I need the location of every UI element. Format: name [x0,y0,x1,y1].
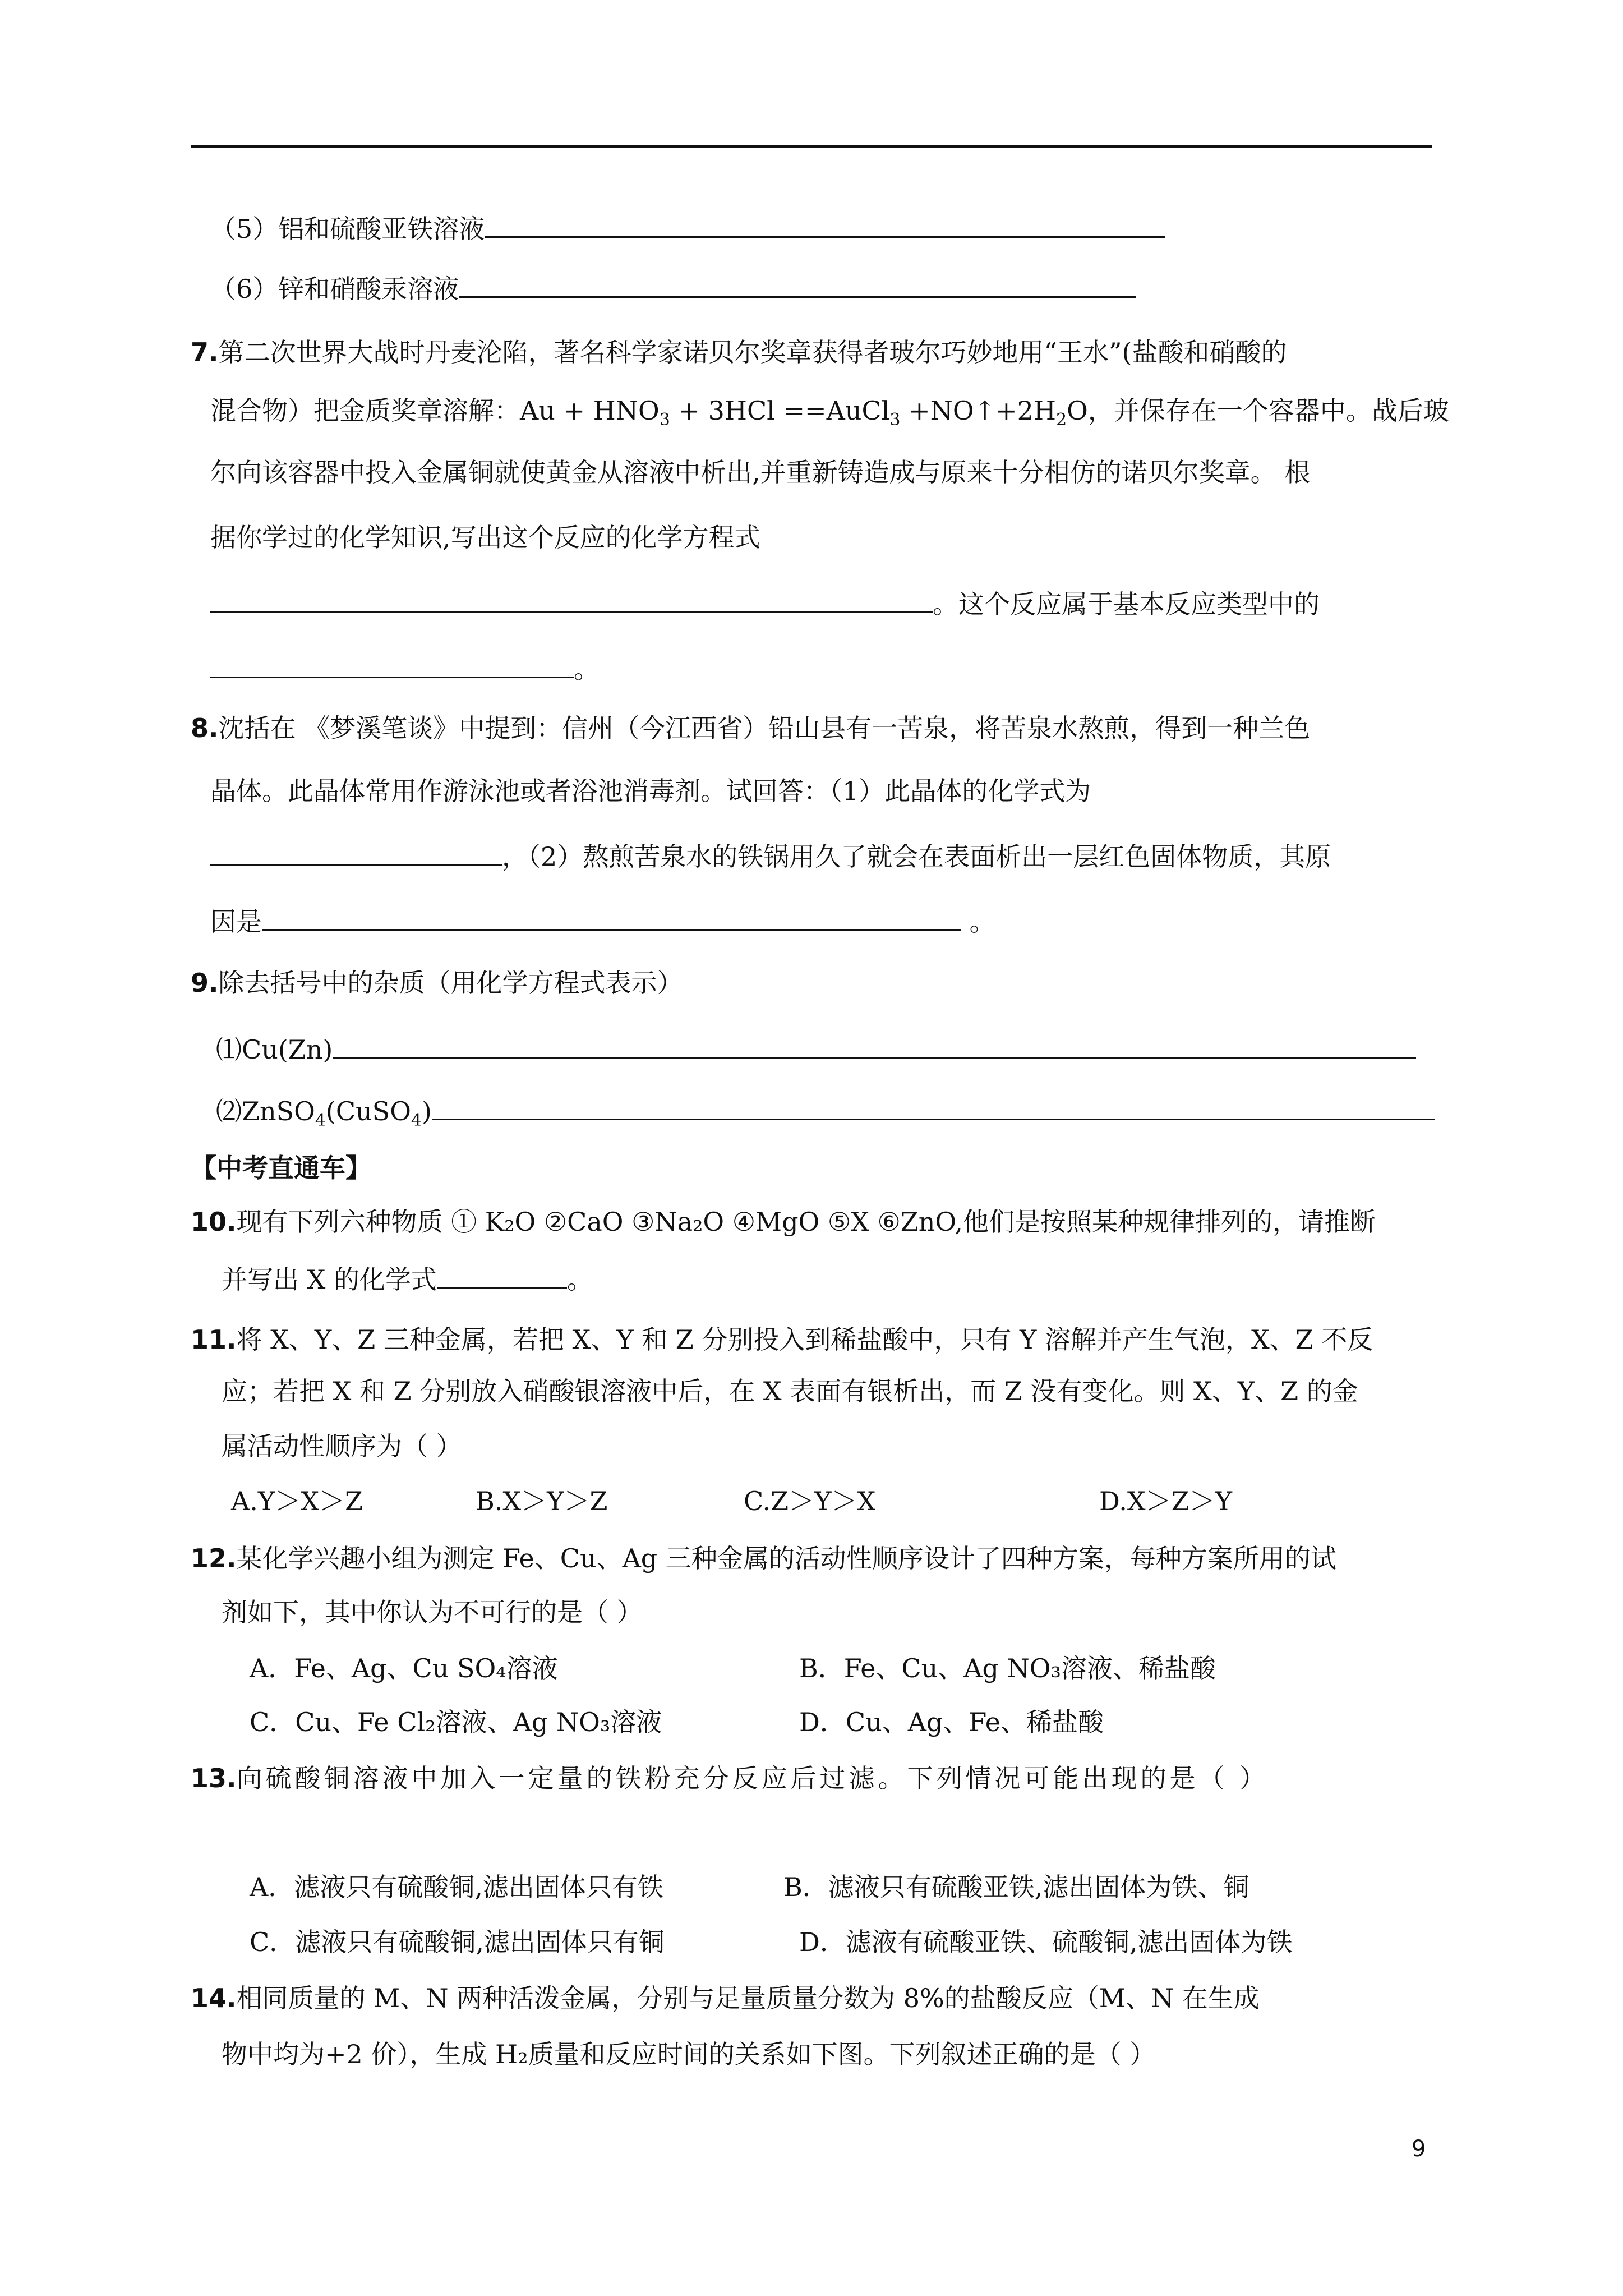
q7-text: O，并保存在一个容器中。战后玻 [1067,395,1449,426]
q10-line-2 [222,1261,593,1296]
q7-text: 。这个反应属于基本反应类型中的 [933,589,1320,619]
question-number: 13. [191,1763,237,1793]
answer-blank [437,1261,567,1289]
q13-option-c[interactable]: C．滤液只有硫酸铜,滤出固体只有铜 [250,1927,665,1957]
q7-text: 。 [574,654,600,684]
q9-line-1 [191,966,683,1000]
q6-item-5-text: （5）铝和硫酸亚铁溶液 [210,214,485,244]
q7-line-1 [191,335,1287,369]
q9-text: 除去括号中的杂质（用化学方程式表示） [218,968,683,998]
q7-line-4 [210,521,760,554]
question-number: 8. [191,713,219,743]
q12-option-d[interactable]: D．Cu、Ag、Fe、稀盐酸 [799,1707,1104,1737]
q8-text: 。 [961,907,995,937]
header-rule [191,145,1432,148]
q13-text: 向硫酸铜溶液中加入一定量的铁粉充分反应后过滤。下列情况可能出现的是（ ） [236,1763,1269,1793]
q11-text: 属活动性顺序为（ ） [222,1431,462,1461]
page-number: 9 [1412,2136,1426,2162]
q7-line-5 [210,586,1320,621]
question-number: 12. [191,1543,237,1573]
q7-text: 混合物）把金质奖章溶解：Au + HNO [210,395,660,426]
q7-line-3 [210,455,1310,489]
q11-option-d[interactable]: D.X＞Z＞Y [1099,1486,1232,1516]
question-number: 7. [191,337,219,367]
q8-line-1 [191,711,1310,745]
answer-blank [333,1031,1416,1059]
question-number: 14. [191,1983,237,2013]
question-number: 9. [191,968,219,998]
q9-item-text: ⑴Cu(Zn) [216,1034,333,1065]
subscript: 2 [1056,410,1067,430]
q9-item-text: ⑵ZnSO [216,1096,315,1126]
q6-item-6 [210,270,1136,306]
answer-blank [210,838,502,866]
q12-text: 某化学兴趣小组为测定 Fe、Cu、Ag 三种金属的活动性顺序设计了四种方案，每种方案所用的试 [236,1543,1336,1573]
subscript: 4 [315,1111,326,1131]
q12-line-1 [191,1542,1336,1575]
question-number: 10. [191,1207,237,1237]
q14-line-2 [222,2037,1155,2071]
q9-item-text: ) [422,1096,432,1126]
q7-line-2 [210,394,1449,437]
q10-text: 。 [567,1264,593,1295]
answer-blank [262,903,961,931]
q7-text: 第二次世界大战时丹麦沦陷，著名科学家诺贝尔奖章获得者玻尔巧妙地用“王水”(盐酸和硝酸的 [218,337,1287,367]
q13-line-1 [191,1761,1269,1795]
q8-line-3 [210,838,1331,873]
q10-text: 现有下列六种物质 ① K₂O ②CaO ③Na₂O ④MgO ⑤X ⑥ZnO,他们是按照某种规律排列的，请推断 [236,1207,1376,1237]
subscript: 3 [659,410,670,430]
q8-line-4 [210,903,995,938]
q11-option-b[interactable]: B.X＞Y＞Z [476,1486,608,1516]
q12-option-a[interactable]: A．Fe、Ag、Cu SO₄溶液 [250,1653,558,1683]
q9-item-1 [216,1031,1416,1066]
q7-text: +NO↑+2H [900,395,1057,426]
q13-option-b[interactable]: B．滤液只有硫酸亚铁,滤出固体为铁、铜 [783,1872,1249,1902]
q11-line-3 [222,1429,462,1463]
q8-text: 晶体。此晶体常用作游泳池或者浴池消毒剂。试回答：（1）此晶体的化学式为 [210,776,1091,806]
subscript: 4 [411,1111,422,1131]
q11-text: 将 X、Y、Z 三种金属，若把 X、Y 和 Z 分别投入到稀盐酸中，只有 Y 溶解并产生气泡，X、Z 不反 [236,1324,1373,1355]
q8-text: ，（2）熬煎苦泉水的铁锅用久了就会在表面析出一层红色固体物质，其原 [502,841,1331,872]
q13-option-a[interactable]: A．滤液只有硫酸铜,滤出固体只有铁 [250,1872,663,1902]
q7-text: 据你学过的化学知识,写出这个反应的化学方程式 [210,522,760,553]
q14-text: 相同质量的 M、N 两种活泼金属，分别与足量质量分数为 8%的盐酸反应（M、N 在生成 [236,1983,1260,2013]
q7-line-6 [210,651,600,686]
q8-text: 因是 [210,907,262,937]
q12-text: 剂如下，其中你认为不可行的是（ ） [222,1597,643,1627]
answer-blank [210,586,933,613]
answer-blank [210,651,574,678]
q6-item-6-text: （6）锌和硝酸汞溶液 [210,274,459,304]
q11-option-c[interactable]: C.Z＞Y＞X [744,1486,876,1516]
q10-line-1 [191,1205,1376,1239]
q12-option-b[interactable]: B．Fe、Cu、Ag NO₃溶液、稀盐酸 [799,1653,1216,1683]
q12-option-c[interactable]: C．Cu、Fe Cl₂溶液、Ag NO₃溶液 [250,1707,662,1737]
answer-blank [459,270,1136,298]
q10-text: 并写出 X 的化学式 [222,1264,437,1295]
q11-option-a[interactable]: A.Y＞X＞Z [231,1486,363,1516]
q14-text: 物中均为+2 价），生成 H₂质量和反应时间的关系如下图。下列叙述正确的是（ ） [222,2039,1156,2069]
q14-line-1 [191,1981,1260,2015]
q12-line-2 [222,1595,643,1629]
q9-item-2 [216,1093,1435,1138]
subscript: 3 [889,410,901,430]
q7-text: + 3HCl ==AuCl [670,395,890,426]
q11-line-2 [222,1374,1358,1408]
q11-line-1 [191,1323,1373,1356]
question-number: 11. [191,1324,237,1355]
q7-text: 尔向该容器中投入金属铜就使黄金从溶液中析出,并重新铸造成与原来十分相仿的诺贝尔奖章。 根 [210,457,1311,487]
section-header: 【中考直通车】 [191,1153,371,1183]
q8-line-2 [210,774,1091,808]
answer-blank [432,1093,1435,1120]
q13-option-d[interactable]: D．滤液有硫酸亚铁、硫酸铜,滤出固体为铁 [799,1927,1293,1957]
answer-blank [485,210,1165,238]
q6-item-5 [210,210,1165,246]
q11-text: 应；若把 X 和 Z 分别放入硝酸银溶液中后，在 X 表面有银析出，而 Z 没有变化。则 X、Y、Z 的金 [222,1376,1358,1406]
q8-text: 沈括在 《梦溪笔谈》中提到：信州（今江西省）铅山县有一苦泉，将苦泉水熬煎，得到一种兰色 [218,713,1311,743]
q9-item-text: (CuSO [325,1096,411,1126]
